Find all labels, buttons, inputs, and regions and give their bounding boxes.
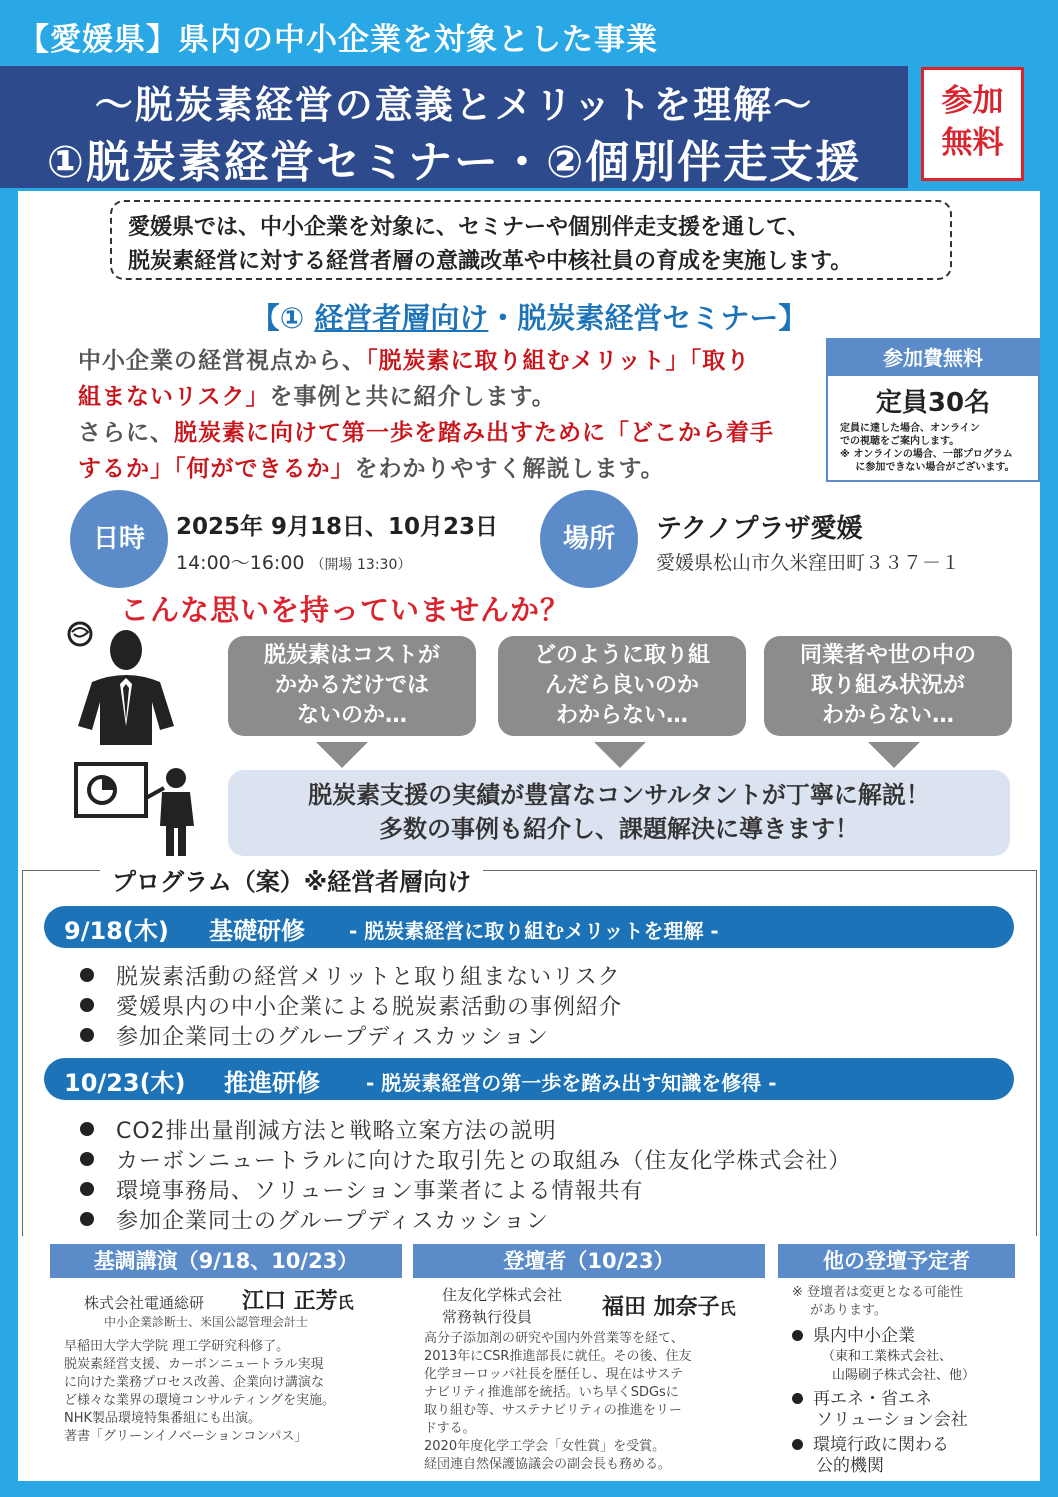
desc-highlight: 脱炭素に向けて第一歩を踏み出すために「どこから着手 [174, 420, 774, 446]
concern-bubble [764, 636, 1012, 736]
bullet-icon [80, 1152, 94, 1166]
bio-line: 高分子添加剤の研究や国内外営業等を経て、 [424, 1331, 684, 1346]
desc-line4 [78, 450, 665, 483]
note-line: があります。 [810, 1303, 887, 1318]
bubble-line: 脱炭素はコストが [263, 643, 440, 668]
bio-line: ど様々な業界の環境コンサルティングを実施。 [64, 1393, 336, 1408]
session-bar-2 [44, 1058, 1014, 1100]
free-badge-line1: 参加 [941, 83, 1004, 119]
free-badge-line2: 無料 [941, 125, 1004, 161]
desc-text: をわかりやすく解説します。 [354, 456, 665, 482]
others-item [792, 1435, 1022, 1456]
bubble-pointer [868, 742, 920, 768]
program-item-text: 参加企業同士のグループディスカッション [116, 1025, 549, 1050]
answer-line: 多数の事例も紹介し、課題解決に導きます！ [379, 815, 859, 843]
bio-line: 化学ヨーロッパ社長を歴任し、現在はサステ [424, 1367, 683, 1382]
bullet-icon [80, 1122, 94, 1136]
bio-line: 取り組む等、サステナビリティの推進をリー [424, 1403, 682, 1418]
place-label: 場所 [540, 490, 638, 588]
bubble-line: わからない… [821, 703, 954, 728]
session-name: 推進研修 [224, 1069, 320, 1097]
event-time-text: 14:00～16:00 [176, 552, 305, 574]
program-item [80, 960, 621, 991]
bubble-pointer [594, 742, 646, 768]
intro-line1: 愛媛県では、中小企業を対象に、セミナーや個別伴走支援を通して、 [128, 215, 810, 240]
fee-note: での視聴をご案内します。 [840, 436, 960, 447]
bio-line: 早稲田大学大学院 理工学研究科修了。 [64, 1339, 290, 1354]
others-item-main: 環境行政に関わる [813, 1435, 949, 1455]
others-item-main: 県内中小企業 [813, 1326, 915, 1346]
desc-highlight: 組まないリスク」 [78, 384, 270, 410]
others-item-sub: 山陽刷子株式会社、他） [832, 1368, 976, 1383]
question-heading: こんな思いを持っていませんか？ [120, 593, 571, 627]
program-item [80, 1144, 851, 1175]
program-item [80, 990, 622, 1021]
others-item-sub: 公的機関 [816, 1456, 884, 1476]
bullet-icon [80, 1028, 94, 1042]
main-title: ①脱炭素経営セミナー・②個別伴走支援 [46, 137, 862, 188]
venue-address: 愛媛県松山市久米窪田町３３７－１ [656, 552, 961, 574]
desc-line2 [78, 378, 556, 411]
speaker-bio [424, 1330, 764, 1474]
bullet-icon [80, 968, 94, 982]
fee-header: 参加費無料 [828, 340, 1038, 376]
section1-heading [0, 296, 1058, 337]
speaker-role: 常務執行役員 [442, 1308, 533, 1326]
others-item-sub: ソリューション会社 [816, 1410, 968, 1430]
keynote-header: 基調講演（9/18、10/23） [50, 1244, 402, 1278]
keynote-credentials: 中小企業診断士、米国公認管理会計士 [104, 1315, 309, 1329]
session-date: 9/18(木) [64, 917, 169, 945]
concern-bubble [498, 636, 746, 736]
bio-line: ドする。 [424, 1421, 476, 1436]
program-item [80, 1204, 549, 1235]
bubble-line: かかるだけでは [274, 673, 429, 698]
bio-line: 脱炭素経営支援、カーボンニュートラル実現 [64, 1357, 324, 1372]
intro-box [110, 200, 952, 280]
bio-line: ナビリティ推進部を統括。いち早くSDGsに [424, 1385, 679, 1400]
bullet-icon [792, 1393, 803, 1404]
bullet-icon [80, 998, 94, 1012]
program-title: プログラム（案）※経営者層向け [100, 862, 483, 897]
keynote-company: 株式会社電通総研 [84, 1294, 205, 1312]
desc-line3 [78, 414, 774, 447]
desc-text: を事例と共に紹介します。 [269, 384, 556, 410]
event-dates: 2025年 9月18日、10月23日 [176, 514, 499, 540]
desc-highlight: 「脱炭素に取り組むメリット」「取り [366, 348, 751, 374]
bubble-line: 取り組み状況が [810, 673, 965, 698]
date-label: 日時 [70, 490, 168, 588]
bio-line: 2013年にCSR推進部長に就任。その後、住友 [424, 1349, 692, 1364]
desc-text: さらに、 [78, 420, 174, 446]
bullet-icon [792, 1439, 803, 1450]
program-item-text: 脱炭素活動の経営メリットと取り組まないリスク [116, 965, 621, 990]
title-banner [0, 66, 908, 188]
keynote-honorific: 氏 [337, 1293, 354, 1312]
others-item [792, 1326, 1022, 1347]
bio-line: 著書「グリーンイノベーションコンパス」 [64, 1429, 308, 1444]
program-item [80, 1020, 549, 1051]
speaker-name: 福田 加奈子 [602, 1295, 720, 1320]
others-item-main: 再エネ・省エネ [813, 1389, 932, 1409]
subtitle: ～脱炭素経営の意義とメリットを理解～ [94, 83, 814, 127]
session-bar-1 [44, 906, 1014, 948]
speaker-company: 住友化学株式会社 [442, 1286, 563, 1304]
desc-line1 [78, 342, 750, 375]
session-theme: - 脱炭素経営の第一歩を踏み出す知識を修得 - [366, 1071, 777, 1095]
program-item-text: 愛媛県内の中小企業による脱炭素活動の事例紹介 [116, 995, 623, 1020]
program-item [80, 1174, 643, 1205]
desc-highlight: するか」「何ができるか」 [78, 456, 355, 482]
program-item-text: 環境事務局、ソリューション事業者による情報共有 [116, 1179, 644, 1204]
others-item-sub: （東和工業株式会社、 [822, 1349, 953, 1364]
speaker-header: 登壇者（10/23） [413, 1244, 765, 1278]
session-name: 基礎研修 [209, 917, 305, 945]
bio-line: に向けた業務プロセス改善、企業向け講演な [64, 1375, 325, 1390]
bullet-icon [80, 1212, 94, 1226]
session-theme: - 脱炭素経営に取り組むメリットを理解 - [349, 919, 719, 943]
bubble-line: どのように取り組 [533, 643, 710, 668]
free-badge [921, 67, 1024, 181]
capacity: 定員30名 [875, 388, 991, 418]
fee-box [826, 338, 1040, 482]
program-item-text: 参加企業同士のグループディスカッション [116, 1209, 549, 1234]
bubble-line: んだら良いのか [544, 673, 699, 698]
prefecture-title: 【愛媛県】県内の中小企業を対象とした事業 [18, 22, 658, 58]
bullet-icon [792, 1330, 803, 1341]
bubble-line: わからない… [555, 703, 688, 728]
section1-suffix: ・脱炭素経営セミナー】 [488, 301, 808, 335]
fee-note: に参加できない場合がございます。 [855, 462, 1015, 473]
bubble-line: 同業者や世の中の [799, 643, 976, 668]
others-item [792, 1389, 1022, 1410]
section1-prefix: 【① [250, 301, 315, 335]
bio-line: 経団連自然保護協議会の副会長も務める。 [424, 1457, 672, 1472]
opening-time: （開場 13:30） [310, 557, 412, 573]
bullet-icon [80, 1182, 94, 1196]
event-time [176, 548, 411, 575]
desc-text: 中小企業の経営視点から、 [78, 348, 366, 374]
fee-note: ※ オンラインの場合、一部プログラム [840, 449, 1013, 460]
bio-line: 2020年度化学工学会「女性賞」を受賞。 [424, 1439, 666, 1454]
answer-box [228, 770, 1010, 856]
others-note [792, 1284, 963, 1320]
speaker-name-wrap [602, 1290, 736, 1321]
concern-bubble [228, 636, 476, 736]
fee-note: 定員に達した場合、オンライン [840, 423, 980, 434]
keynote-name: 江口 正芳 [242, 1289, 338, 1314]
program-item [80, 1114, 557, 1145]
worried-person-icon [62, 620, 192, 745]
keynote-bio [64, 1338, 404, 1446]
answer-line: 脱炭素支援の実績が豊富なコンサルタントが丁寧に解説！ [308, 781, 930, 809]
note-line: ※ 登壇者は変更となる可能性 [792, 1285, 964, 1300]
session-date: 10/23(木) [64, 1069, 186, 1097]
others-header: 他の登壇予定者 [778, 1244, 1015, 1278]
venue-name: テクノプラザ愛媛 [656, 514, 863, 544]
speaker-honorific: 氏 [719, 1299, 736, 1318]
section1-underlined: 経営者層向け [314, 301, 489, 335]
bubble-line: ないのか… [296, 703, 407, 728]
keynote-name-wrap [242, 1284, 354, 1315]
bubble-pointer [316, 742, 368, 768]
program-item-text: CO2排出量削減方法と戦略立案方法の説明 [116, 1119, 557, 1144]
bio-line: NHK製品環境特集番組にも出演。 [64, 1411, 262, 1426]
program-item-text: カーボンニュートラルに向けた取引先との取組み（住友化学株式会社） [116, 1149, 852, 1174]
intro-line2: 脱炭素経営に対する経営者層の意識改革や中核社員の育成を実施します。 [128, 249, 853, 274]
presenter-icon [72, 758, 202, 858]
others-list [792, 1326, 1022, 1477]
